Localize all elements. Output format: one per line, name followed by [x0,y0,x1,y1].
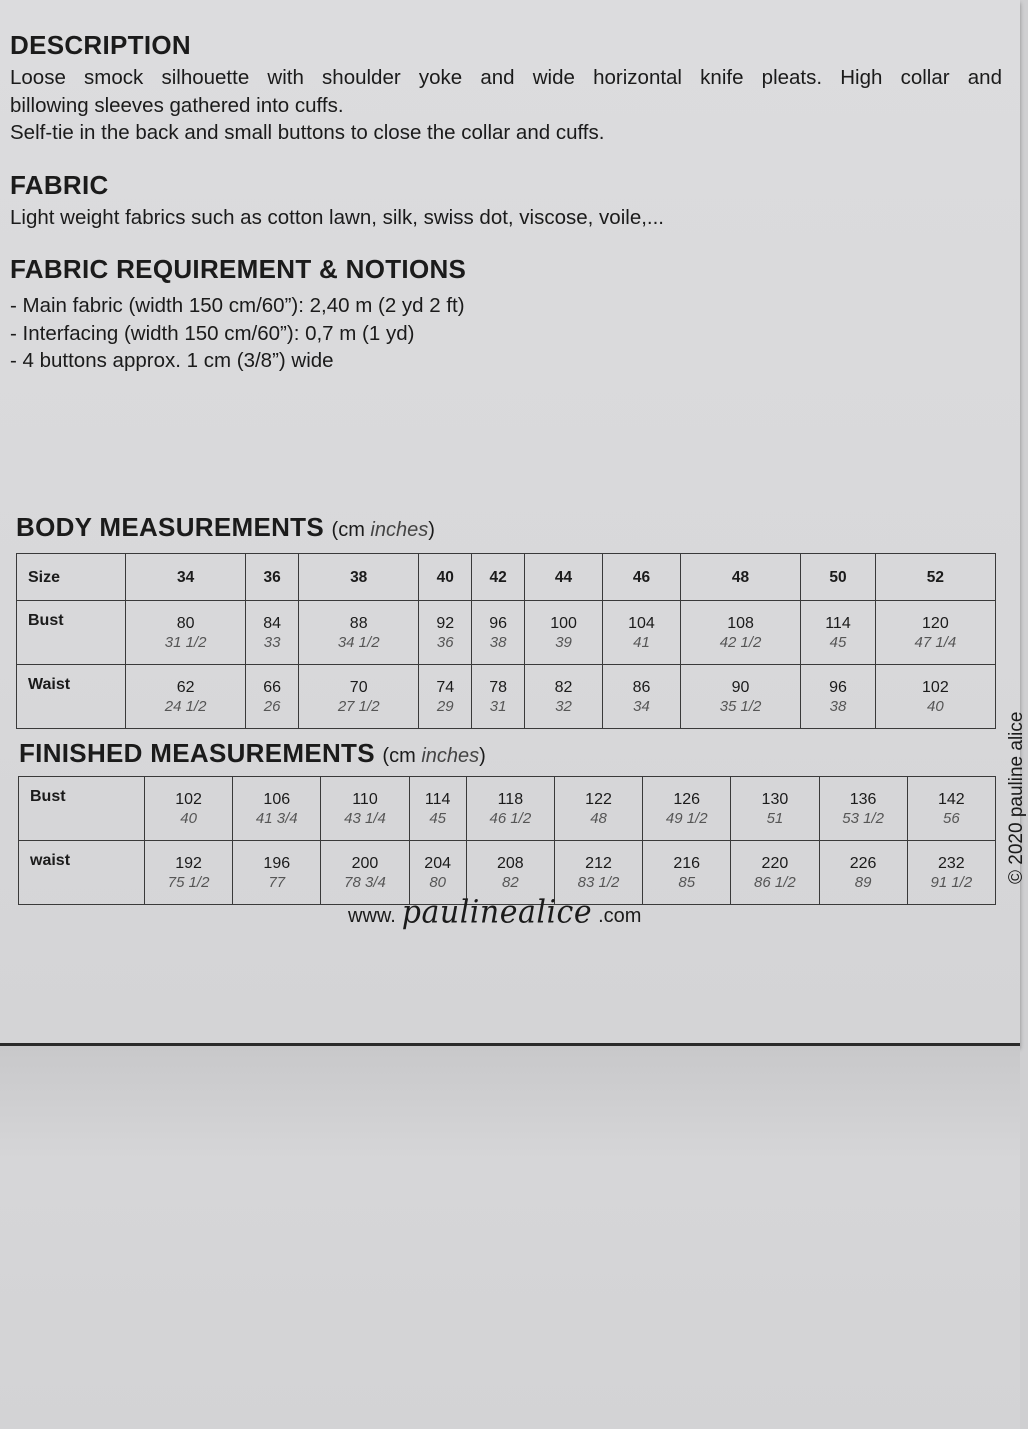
inch-value: 34 1/2 [337,633,380,651]
size-cell: 48 [680,554,800,601]
inch-value: 32 [555,697,572,715]
measurement-cell [819,777,907,841]
inch-value: 26 [263,697,281,715]
inch-value: 83 1/2 [577,873,620,891]
description-heading: DESCRIPTION [10,30,191,60]
cm-value: 118 [497,790,524,808]
cm-value: 106 [263,790,291,808]
website-suffix: .com [598,905,642,927]
inch-value: 40 [180,809,197,827]
measurement-cell [472,665,525,729]
inch-value: 53 1/2 [842,809,884,827]
copyright-text: © 2020 pauline alice [1006,711,1027,884]
measurement-cell [246,665,299,729]
cm-value: 196 [263,854,291,872]
measurement-cell [603,601,681,665]
brand-logo: paulinealice [401,894,593,931]
cm-value: 78 [489,678,508,696]
inch-value: 38 [829,697,847,715]
inch-value: 24 1/2 [164,697,207,715]
cm-value: 232 [937,854,965,872]
inch-value: 89 [854,873,872,891]
requirements-list [10,292,465,375]
size-cell: 50 [801,554,876,601]
cm-value: 66 [263,678,282,696]
cm-value: 74 [436,678,455,696]
measurement-row [17,665,996,729]
inch-value: 43 1/4 [344,809,386,827]
measurement-cell [643,841,731,905]
cm-value: 92 [436,614,455,632]
inch-value: 29 [436,697,454,715]
measurement-row [19,777,996,841]
body-measurements-title-text: BODY MEASUREMENTS [16,512,324,542]
inch-value: 85 [678,873,696,891]
cm-value: 100 [550,614,577,632]
inch-value: 49 1/2 [665,809,708,827]
inch-value: 40 [927,697,944,715]
cm-value: 122 [585,790,612,808]
cm-value: 226 [849,854,877,872]
unit-inches: inches [421,745,480,767]
size-cell: 36 [246,554,299,601]
body-measurements-title [16,512,435,543]
finished-measurements-title-text: FINISHED MEASUREMENTS [19,738,375,768]
measurement-cell [801,601,876,665]
body-measurements-table [16,553,996,729]
inch-value: 39 [555,633,572,651]
finished-measurements-title [19,738,486,769]
cm-value: 102 [175,790,202,808]
cm-value: 110 [352,790,378,808]
size-cell: 46 [603,554,681,601]
cm-value: 62 [176,678,195,696]
measurement-cell [145,841,233,905]
cm-value: 108 [727,614,754,632]
unit-cm: (cm [331,519,371,541]
cm-value: 102 [922,678,949,696]
measurement-cell [680,601,800,665]
cm-value: 126 [673,790,701,808]
inch-value: 35 1/2 [719,697,762,715]
inch-value: 41 3/4 [255,809,298,827]
cm-value: 208 [496,854,524,872]
inch-value: 51 [766,809,784,827]
measurement-cell [680,665,800,729]
row-label: waist [19,841,145,905]
cm-value: 104 [628,614,655,632]
measurement-cell [907,841,995,905]
measurement-cell [419,601,472,665]
measurement-cell [321,777,409,841]
measurement-cell [246,601,299,665]
fabric-heading: FABRIC [10,170,109,200]
row-label: Bust [19,777,145,841]
size-cell: 40 [419,554,472,601]
inch-value: 75 1/2 [167,873,210,891]
measurement-cell [145,777,233,841]
cm-value: 136 [849,790,877,808]
size-row [17,554,996,601]
cm-value: 84 [263,614,282,632]
cm-value: 120 [922,614,949,632]
inch-value: 78 3/4 [344,873,386,891]
requirement-item: - 4 buttons approx. 1 cm (3/8”) wide [10,349,334,372]
description-line-3: Self-tie in the back and small buttons to close the collar and cuffs. [10,121,605,144]
cm-value: 82 [554,678,573,696]
unit-close: ) [428,519,435,541]
requirements-heading: FABRIC REQUIREMENT & NOTIONS [10,254,467,284]
cm-value: 204 [424,854,451,872]
size-cell: 44 [525,554,603,601]
finished-measurements-table [18,776,996,905]
measurement-cell [731,777,819,841]
inch-value: 38 [489,633,507,651]
measurement-cell [731,841,819,905]
inch-value: 47 1/4 [914,633,957,651]
website-prefix: www. [348,905,396,927]
measurement-cell [875,665,995,729]
cm-value: 200 [351,854,379,872]
measurement-cell [126,665,246,729]
row-label: Bust [17,601,126,665]
requirement-item: - Main fabric (width 150 cm/60”): 2,40 m (2 yd 2 ft) [10,294,465,317]
cm-value: 192 [175,854,202,872]
inch-value: 56 [943,809,960,827]
inch-value: 42 1/2 [719,633,762,651]
inch-value: 48 [590,809,607,827]
measurement-cell [299,665,419,729]
measurement-cell [233,841,321,905]
measurement-cell [801,665,876,729]
cm-value: 216 [673,854,701,872]
unit-inches: inches [370,519,429,541]
measurement-cell [233,777,321,841]
size-cell: 52 [875,554,995,601]
inch-value: 45 [429,809,446,827]
measurement-cell [643,777,731,841]
cm-value: 114 [424,790,451,808]
cm-value: 86 [632,678,651,696]
inch-value: 86 1/2 [754,873,796,891]
finished-measurements-unit [382,745,485,767]
measurement-cell [819,841,907,905]
inch-value: 41 [633,633,650,651]
row-label: Waist [17,665,126,729]
cm-value: 130 [761,790,789,808]
cm-value: 80 [176,614,195,632]
inch-value: 27 1/2 [337,697,380,715]
cm-value: 90 [731,678,750,696]
measurement-cell [525,601,603,665]
measurement-cell [126,601,246,665]
cm-value: 114 [825,614,851,632]
inch-value: 80 [429,873,446,891]
website-url [348,895,641,930]
inch-value: 36 [436,633,454,651]
inch-value: 46 1/2 [489,809,532,827]
description-line-1: Loose smock silhouette with shoulder yoke and wide horizontal knife pleats. High collar and [10,66,1002,89]
inch-value: 34 [633,697,650,715]
body-measurements-unit [332,519,435,541]
description-text [10,64,1002,147]
cm-value: 96 [829,678,847,696]
measurement-cell [525,665,603,729]
row-label: Size [17,554,126,601]
size-cell: 42 [472,554,525,601]
size-cell: 34 [126,554,246,601]
size-cell: 38 [299,554,419,601]
measurement-row [17,601,996,665]
cm-value: 212 [585,854,612,872]
description-line-2: billowing sleeves gathered into cuffs. [10,93,344,117]
measurement-cell [409,777,466,841]
fabric-text: Light weight fabrics such as cotton lawn, silk, swiss dot, viscose, voile,... [10,206,664,229]
inch-value: 77 [268,873,286,891]
measurement-cell [875,601,995,665]
measurement-cell [419,665,472,729]
inch-value: 45 [829,633,847,651]
inch-value: 91 1/2 [930,873,973,891]
cm-value: 220 [761,854,789,872]
measurement-cell [466,777,554,841]
cm-value: 142 [937,790,965,808]
requirement-item: - Interfacing (width 150 cm/60”): 0,7 m (1 yd) [10,321,415,345]
unit-cm: (cm [382,745,422,767]
inch-value: 31 [489,697,507,715]
cm-value: 88 [349,614,368,632]
inch-value: 82 [502,873,519,891]
measurement-cell [472,601,525,665]
inch-value: 33 [263,633,281,651]
measurement-cell [554,777,642,841]
measurement-cell [299,601,419,665]
measurement-cell [907,777,995,841]
inch-value: 31 1/2 [164,633,207,651]
cm-value: 96 [489,614,508,632]
cm-value: 70 [349,678,368,696]
unit-close: ) [479,745,486,767]
table-surface [0,1046,1020,1429]
measurement-cell [603,665,681,729]
